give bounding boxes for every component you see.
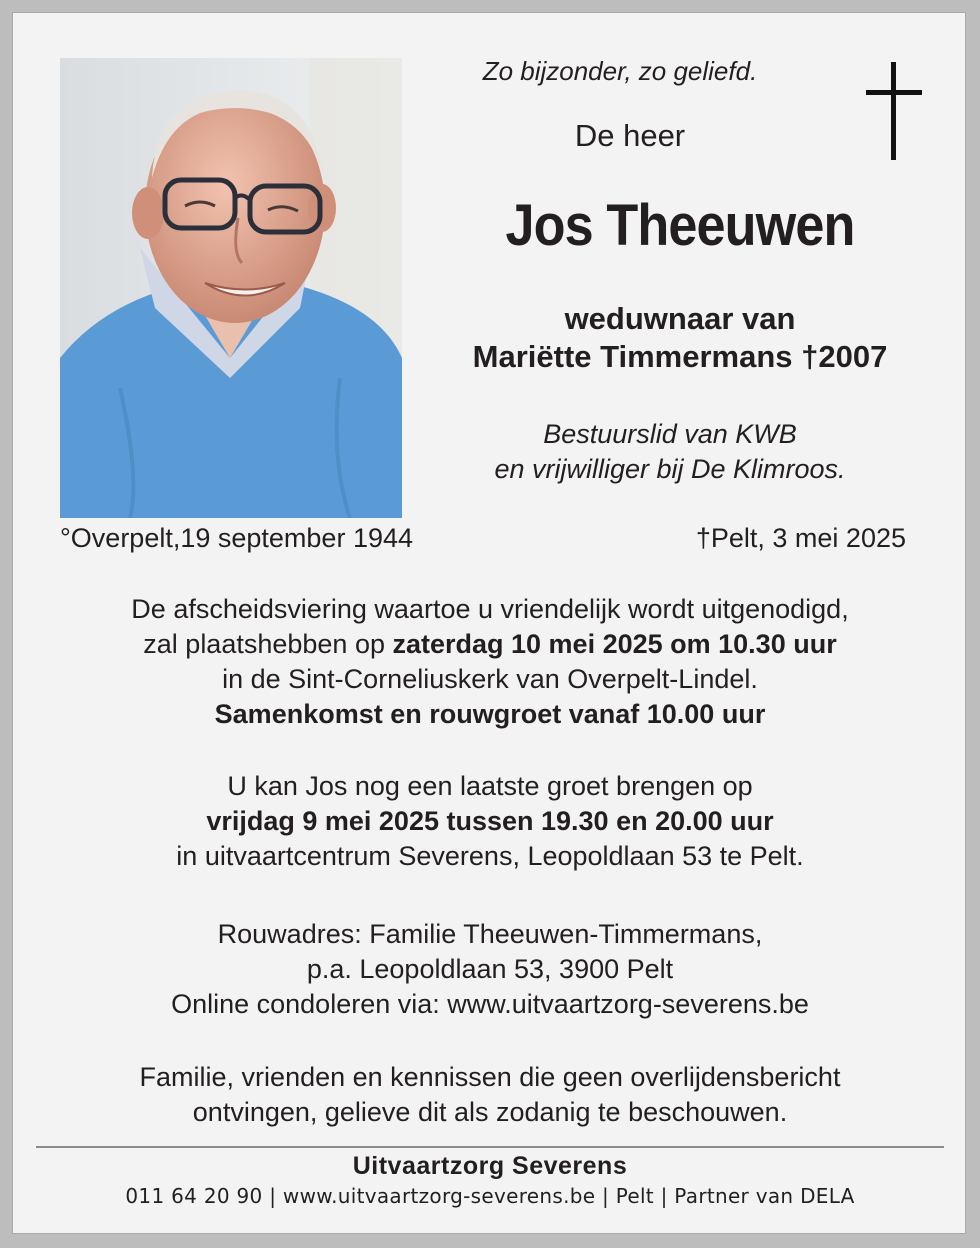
address-section [40,917,940,1022]
ceremony-line-2 [40,627,940,662]
deceased-name: Jos Theeuwen [505,193,855,258]
relation [400,300,960,376]
farewell-date: vrijdag 9 mei 2025 tussen 19.30 en 20.00 uur [206,806,774,836]
relation-line-2: Mariëtte Timmermans †2007 [472,339,888,374]
farewell-line-3: in uitvaartcentrum Severens, Leopoldlaan 53 te Pelt. [176,841,804,871]
motto: Zo bijzonder, zo geliefd. [482,56,758,86]
farewell-section [40,769,940,874]
salutation: De heer [574,118,686,153]
address-line-2: p.a. Leopoldlaan 53, 3900 Pelt [306,954,674,984]
ceremony-section [40,592,940,732]
farewell-line-1: U kan Jos nog een laatste groet brengen op [227,771,753,801]
notice-line-1: Familie, vrienden en kennissen die geen overlijdensbericht [139,1062,841,1092]
divider [36,1146,944,1148]
bio-line-2: en vrijwilliger bij De Klimroos. [494,454,846,484]
portrait-photo [60,58,402,518]
notice-section [40,1060,940,1130]
ceremony-gathering: Samenkomst en rouwgroet vanaf 10.00 uur [214,699,766,729]
condolence-line: Online condoleren via: www.uitvaartzorg-severens.be [171,989,809,1019]
cross-icon [866,62,922,160]
ceremony-date: zaterdag 10 mei 2025 om 10.30 uur [392,629,837,659]
bio [420,417,920,487]
death-date: †Pelt, 3 mei 2025 [695,523,906,553]
bio-line-1: Bestuurslid van KWB [543,419,797,449]
funeral-home-contact: 011 64 20 90 | www.uitvaartzorg-severens.be | Pelt | Partner van DELA [125,1184,855,1208]
funeral-home-name: Uitvaartzorg Severens [352,1152,628,1180]
birth-date: °Overpelt,19 september 1944 [60,523,414,553]
ceremony-line-1: De afscheidsviering waartoe u vriendelijk wordt uitgenodigd, [131,594,849,624]
address-line-1: Rouwadres: Familie Theeuwen-Timmermans, [217,919,763,949]
ceremony-line-3: in de Sint-Corneliuskerk van Overpelt-Lindel. [222,664,758,694]
relation-line-1: weduwnaar van [564,301,796,336]
notice-line-2: ontvingen, gelieve dit als zodanig te beschouwen. [192,1097,788,1127]
ceremony-line-2-prefix: zal plaatshebben op [143,629,393,659]
